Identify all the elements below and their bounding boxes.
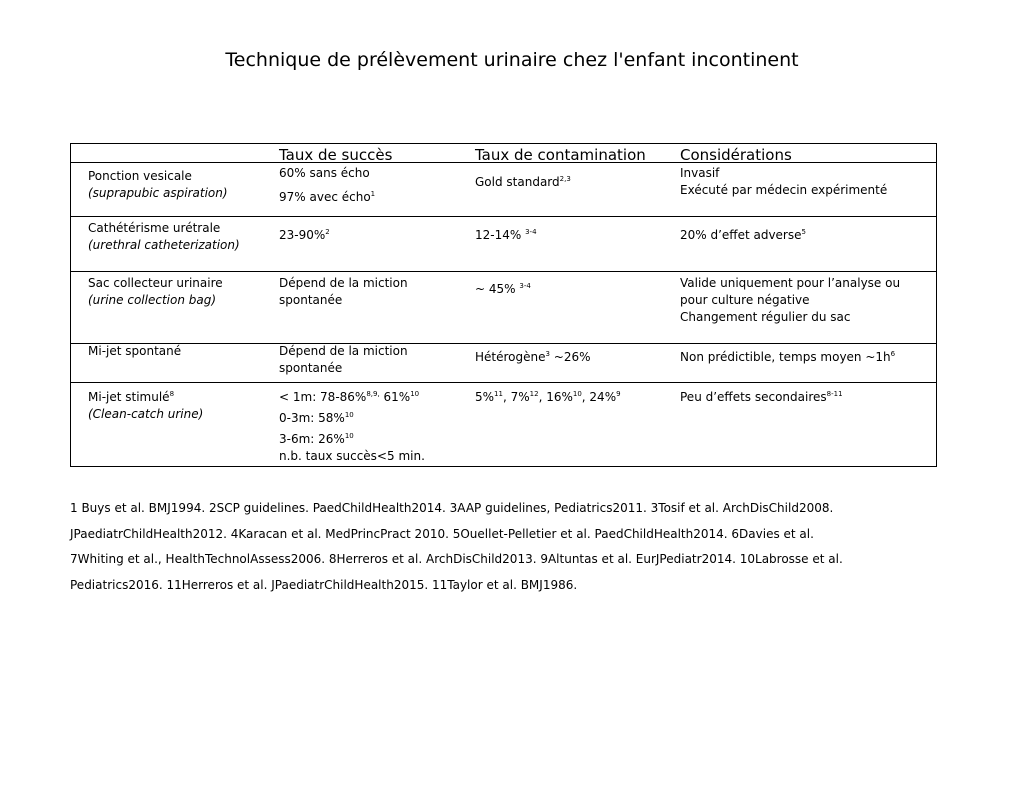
success-cell xyxy=(279,165,375,206)
row-method xyxy=(88,275,223,309)
row-method xyxy=(88,220,240,254)
row-method xyxy=(88,343,181,360)
citation: 2 xyxy=(325,228,330,236)
citation: 2,3 xyxy=(559,175,571,183)
citation: 8,9, xyxy=(366,390,380,398)
citation: 11 xyxy=(494,390,503,398)
citation: 8 xyxy=(169,390,175,398)
method-english: (suprapubic aspiration) xyxy=(88,186,228,200)
reference-line: JPaediatrChildHealth2012. 4Karacan et al. MedPrincPract 2010. 5Ouellet-Pelletier et al. PaedChildHealth2014. 6Davies et al. xyxy=(70,526,814,541)
reference-line: Pediatrics2016. 11Herreros et al. JPaediatrChildHealth2015. 11Taylor et al. BMJ1986. xyxy=(70,577,578,592)
citation: 3 xyxy=(545,350,550,358)
success-line: 97% avec écho xyxy=(279,190,371,204)
method-name: Mi-jet stimulé xyxy=(88,390,170,404)
success-cell: Dépend de la miction spontanée xyxy=(279,276,408,307)
citation: 6 xyxy=(890,350,896,358)
citation: 10 xyxy=(572,390,582,398)
citation: 5 xyxy=(801,228,806,236)
considerations-cell: Valide uniquement pour l’analyse ou pour culture négative Changement régulier du sac xyxy=(680,276,901,324)
contamination-cell: Gold standard$^{2,3}$ xyxy=(475,175,571,189)
citation: 3-4 xyxy=(519,282,531,290)
citation: 9 xyxy=(616,390,621,398)
contamination-cell: Hétérogène$^3$ ~26% xyxy=(475,350,591,364)
contamination-cell: 5%$^{11}$, 7%$^{12}$, 16%$^{10}$, 24%$^9$ xyxy=(475,390,621,404)
success-cell: < 1m: 78-86%$^{8,9,}$ 61%$^{10}$ 0-3m: 58%$^{10}$ 3-6m: 26%$^{10}$ n.b. taux succès<5 min. xyxy=(279,390,425,463)
success-cell: 23-90%$^2$ xyxy=(279,228,330,242)
header-considerations: Considérations xyxy=(680,146,792,164)
success-cell: Dépend de la miction spontanée xyxy=(279,344,408,375)
method-english: (Clean-catch urine) xyxy=(88,407,204,421)
citation: 10 xyxy=(410,390,420,398)
citation: 12 xyxy=(529,390,539,398)
citation: 10 xyxy=(344,432,354,440)
comparison-table xyxy=(70,143,937,467)
considerations-cell: 20% d’effet adverse$^5$ xyxy=(680,228,806,242)
references xyxy=(70,496,960,598)
row-method xyxy=(88,389,203,423)
method-english: (urethral catheterization) xyxy=(88,238,240,252)
citation: 10 xyxy=(344,411,354,419)
row-method xyxy=(88,168,228,202)
considerations-cell: Invasif Exécuté par médecin expérimenté xyxy=(680,166,888,197)
reference-line: 7Whiting et al., HealthTechnolAssess2006. 8Herreros et al. ArchDisChild2013. 9Altuntas et al. EurJPediatr2014. 10Labrosse et al. xyxy=(70,552,843,566)
page-title: Technique de prélèvement urinaire chez l'enfant incontinent xyxy=(225,49,799,71)
citation: 3-4 xyxy=(525,228,537,236)
row-divider xyxy=(71,271,936,272)
considerations-cell: Peu d’effets secondaires$^{8-11}$ xyxy=(680,390,843,404)
method-name: Cathétérisme urétrale xyxy=(88,221,221,235)
method-name: Sac collecteur urinaire xyxy=(88,276,223,290)
header-success-rate: Taux de succès xyxy=(279,146,393,164)
contamination-cell: ~ 45% $^{3-4}$ xyxy=(475,282,531,296)
method-english: (urine collection bag) xyxy=(88,293,217,307)
method-name: Ponction vesicale xyxy=(88,169,192,183)
row-divider xyxy=(71,343,936,344)
success-line: 60% sans écho xyxy=(279,166,370,180)
citation: 8-11 xyxy=(826,390,843,398)
contamination-cell: 12-14% $^{3-4}$ xyxy=(475,228,537,242)
considerations-cell: Non prédictible, temps moyen $\sim 1h^6$ xyxy=(680,350,896,364)
row-divider xyxy=(71,216,936,217)
citation: 1 xyxy=(370,190,376,198)
method-name: Mi-jet spontané xyxy=(88,344,182,358)
header-contamination-rate: Taux de contamination xyxy=(475,146,646,164)
reference-line: 1 Buys et al. BMJ1994. 2SCP guidelines. PaedChildHealth2014. 3AAP guidelines, Pediatrics2011. 3Tosif et al. ArchDisChild2008. xyxy=(70,501,834,515)
row-divider xyxy=(71,382,936,383)
